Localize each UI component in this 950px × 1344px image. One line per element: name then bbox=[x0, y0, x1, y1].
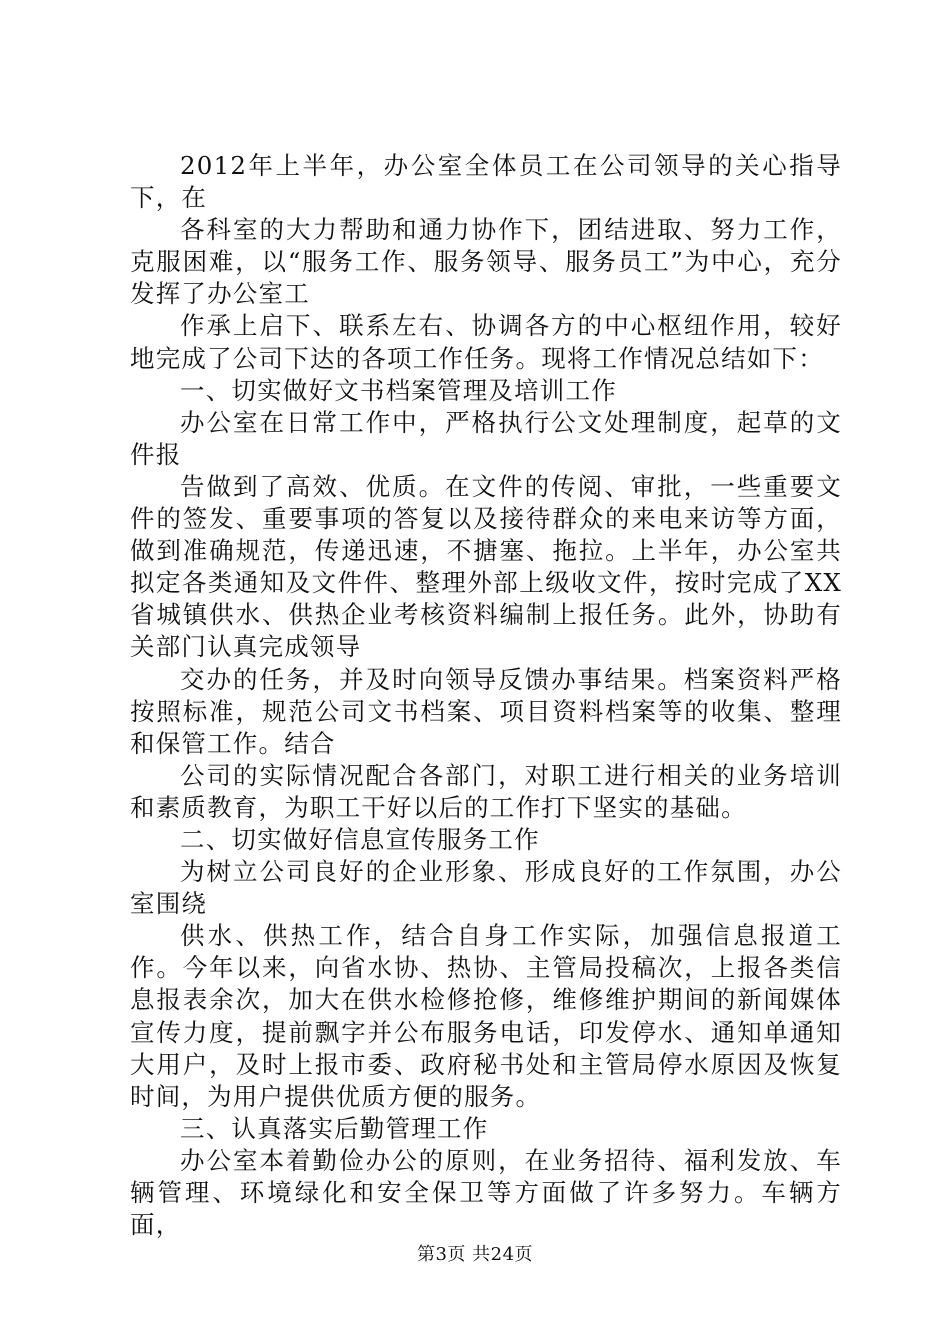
paragraph-logistics: 办公室本着勤俭办公的原则，在业务招待、福利发放、车辆管理、环境绿化和安全保卫等方面做了许多努力。车辆方面， bbox=[130, 1145, 842, 1240]
paragraph-publicity-cont: 供水、供热工作，结合自身工作实际，加强信息报道工作。今年以来，向省水协、热协、主管局投稿次，上报各类信息报表余次，加大在供水检修抢修，维修维护期间的新闻媒体宣传力度，提前飘字并公布服务电话，印发停水、通知单通知大用户，及时上报市委、政府秘书处和主管局停水原因及恢复时间，为用户提供优质方便的服务。 bbox=[130, 921, 842, 1111]
paragraph-summary: 作承上启下、联系左右、协调各方的中心枢纽作用，较好地完成了公司下达的各项工作任务。现将工作情况总结如下： bbox=[130, 311, 842, 373]
paragraph-intro-cont: 各科室的大力帮助和通力协作下，团结进取、努力工作，克服困难，以“服务工作、服务领导、服务员工”为中心，充分发挥了办公室工 bbox=[130, 215, 842, 309]
paragraph-intro: 2012年上半年，办公室全体员工在公司领导的关心指导下，在 bbox=[130, 151, 842, 213]
document-body bbox=[130, 150, 842, 1241]
section-heading-3: 三、认真落实后勤管理工作 bbox=[180, 1113, 489, 1143]
paragraph-archives: 交办的任务，并及时向领导反馈办事结果。档案资料严格按照标准，规范公司文书档案、项目资料档案等的收集、整理和保管工作。结合 bbox=[130, 664, 842, 758]
paragraph-docs: 办公室在日常工作中，严格执行公文处理制度，起草的文件报 bbox=[130, 407, 842, 469]
section-heading-2: 二、切实做好信息宣传服务工作 bbox=[180, 824, 540, 854]
paragraph-publicity: 为树立公司良好的企业形象、形成良好的工作氛围，办公室围绕 bbox=[130, 857, 842, 919]
paragraph-docs-cont: 告做到了高效、优质。在文件的传阅、审批，一些重要文件的签发、重要事项的答复以及接待群众的来电来访等方面，做到准确规范，传递迅速，不搪塞、拖拉。上半年，办公室共拟定各类通知及文件件、整理外部上级收文件，按时完成了XX省城镇供水、供热企业考核资料编制上报任务。此外，协助有关部门认真完成领导 bbox=[130, 471, 842, 662]
page-footer: 第3页 共24页 bbox=[416, 1244, 534, 1265]
paragraph-training: 公司的实际情况配合各部门，对职工进行相关的业务培训和素质教育，为职工干好以后的工作打下坚实的基础。 bbox=[130, 760, 842, 822]
section-heading-1: 一、切实做好文书档案管理及培训工作 bbox=[180, 375, 617, 405]
